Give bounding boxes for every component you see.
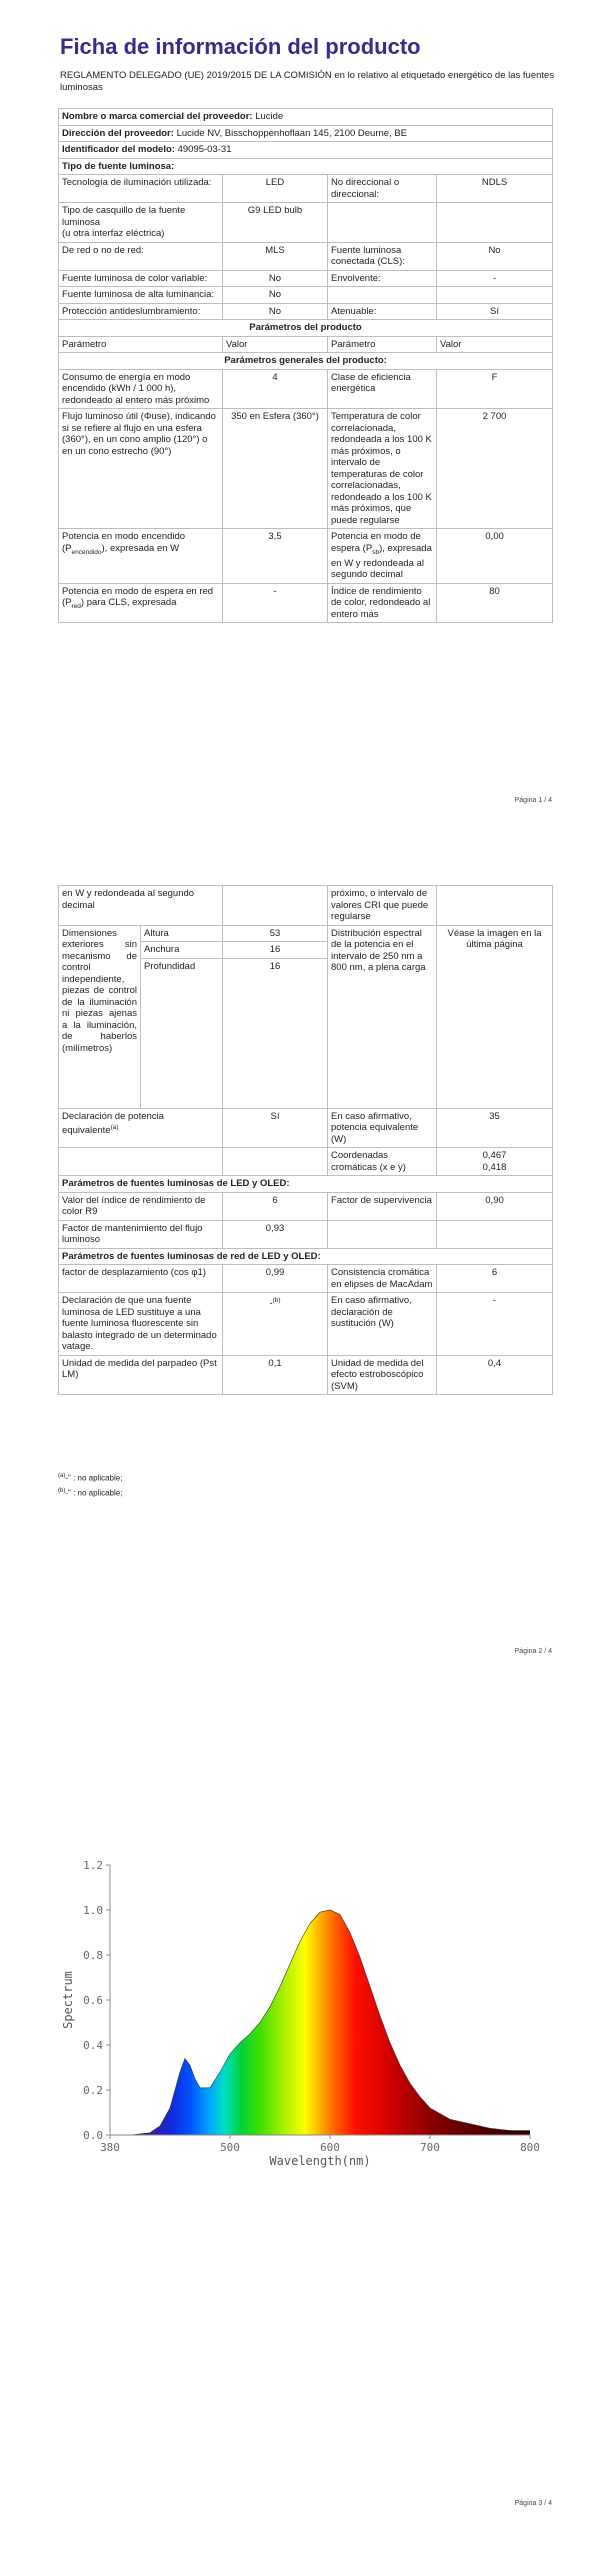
x-tick-label: 800 — [520, 2141, 540, 2154]
supplier-address-value: Lucide NV, Bisschoppenhoflaan 145, 2100 Deurne, BE — [176, 127, 408, 139]
empty-cell — [59, 1148, 223, 1176]
y-tick-label: 0.4 — [83, 2039, 103, 2052]
footnote-b — [58, 1485, 122, 1500]
dimmable-label: Atenuable: — [328, 303, 437, 320]
product-params-heading: Parámetros del producto — [59, 320, 553, 337]
y-axis-label: Spectrum — [61, 1971, 75, 2029]
footnotes — [58, 1470, 122, 1499]
efficiency-value: F — [437, 369, 553, 409]
depth-value: 16 — [223, 958, 328, 1108]
standby-label — [328, 529, 437, 584]
table-row — [59, 1108, 553, 1148]
fluorescent-value-text: - — [269, 1298, 273, 1310]
table-row — [59, 1192, 553, 1220]
x-tick-group — [100, 2135, 540, 2154]
tech-label: Tecnología de iluminación utilizada: — [59, 175, 223, 203]
cap-cell — [59, 203, 223, 243]
table-row — [59, 175, 553, 203]
y-tick-label: 0.8 — [83, 1949, 103, 1962]
product-info-table-page2 — [58, 885, 553, 1395]
cap-value: G9 LED bulb — [223, 203, 328, 243]
spectral-distribution-chart — [60, 1855, 550, 2185]
net-standby-label — [59, 583, 223, 623]
flicker-label: Unidad de medida del parpadeo (Pst LM) — [59, 1355, 223, 1395]
width-value: 16 — [223, 942, 328, 959]
envelope-label: Envolvente: — [328, 270, 437, 287]
dimmable-value: Sí — [437, 303, 553, 320]
consumption-label: Consumo de energía en modo encendido (kWh / 1 000 h), redondeado al entero más próximo — [59, 369, 223, 409]
net-standby-label-a: Potencia en modo de espera en red (P — [62, 585, 214, 609]
flux-label: Flujo luminoso útil (Φuse), indicando si se refiere al flujo en una esfera (360°), en un cono amplio (120°) o en un cono estrecho (90°) — [59, 409, 223, 529]
svm-value: 0,4 — [437, 1355, 553, 1395]
spd-value: Véase la imagen en la última página — [437, 925, 553, 1108]
supplier-name-row — [59, 109, 553, 126]
product-info-table-page1 — [58, 108, 553, 623]
y-tick-group — [83, 1859, 110, 2142]
dims-label: Dimensiones exteriores sin mecanismo de control independiente, piezas de control de la iluminación ni piezas ajenas a la iluminación, de haberlos (milímetros) — [59, 925, 141, 1108]
empty-cell — [437, 203, 553, 243]
maintenance-label: Factor de mantenimiento del flujo luminoso — [59, 1220, 223, 1248]
page-number: Página 1 / 4 — [514, 797, 552, 804]
footnote-a-sup: (a) — [58, 1473, 66, 1479]
macadam-value: 6 — [437, 1265, 553, 1293]
table-row — [59, 1148, 553, 1176]
net-standby-label-b: ) para CLS, expresada — [80, 597, 177, 609]
y-tick-label: 1.2 — [83, 1859, 103, 1872]
displacement-label: factor de desplazamiento (cos φ1) — [59, 1265, 223, 1293]
mains-led-heading-row — [59, 1248, 553, 1265]
power-on-sub: encendido — [71, 548, 102, 556]
chroma-values — [437, 1148, 553, 1176]
fluorescent-value-sup: (b) — [272, 1297, 281, 1304]
directional-label: No direccional o direccional: — [328, 175, 437, 203]
col-param-header: Parámetro — [328, 336, 437, 353]
table-row — [59, 409, 553, 529]
table-row — [59, 287, 553, 304]
led-heading-row — [59, 1176, 553, 1193]
chroma-x: 0,467 — [482, 1150, 507, 1161]
directional-value: NDLS — [437, 175, 553, 203]
cct-label: Temperatura de color correlacionada, redondeada a los 100 K más próximos, o intervalo de temperaturas de color correlacionadas, redondeado a los 100 K más próximos, que puede regularse — [328, 409, 437, 529]
width-label: Anchura — [141, 942, 223, 959]
fluorescent-label: Declaración de que una fuente luminosa de LED sustituye a una fuente luminosa fluorescente sin balasto integrado de un determinado vatage. — [59, 1293, 223, 1356]
table-row — [59, 1355, 553, 1395]
power-on-value: 3,5 — [223, 529, 328, 584]
empty-cell — [328, 1220, 437, 1248]
net-standby-value: - — [223, 583, 328, 623]
depth-label: Profundidad — [141, 958, 223, 1108]
flux-value: 350 en Esfera (360°) — [223, 409, 328, 529]
supplier-name-label: Nombre o marca comercial del proveedor: — [62, 111, 253, 122]
standby-sub: sb — [372, 548, 380, 556]
empty-cell — [328, 203, 437, 243]
page-number: Página 2 / 4 — [514, 1648, 552, 1655]
cls-value: No — [437, 242, 553, 270]
table-row — [59, 886, 553, 926]
table-row — [59, 369, 553, 409]
cri-label-cont: próximo, o intervalo de valores CRI que puede regularse — [328, 886, 437, 926]
mains-value: MLS — [223, 242, 328, 270]
source-type-heading-row — [59, 158, 553, 175]
spd-label: Distribución espectral de la potencia en el intervalo de 250 nm a 800 nm, a plena carga — [328, 925, 437, 1108]
y-tick-label: 1.0 — [83, 1904, 103, 1917]
fluorescent-power-value: - — [437, 1293, 553, 1356]
consumption-value: 4 — [223, 369, 328, 409]
efficiency-label: Clase de eficiencia energética — [328, 369, 437, 409]
footnote-b-text: -" : no aplicable; — [65, 1488, 123, 1498]
empty-cell — [437, 886, 553, 926]
table-row — [59, 1293, 553, 1356]
col-value-header: Valor — [437, 336, 553, 353]
x-tick-label: 380 — [100, 2141, 120, 2154]
product-params-heading-row — [59, 320, 553, 337]
y-tick-label: 0.0 — [83, 2129, 103, 2142]
table-row — [59, 270, 553, 287]
standby-label-b: ), expresada en W y redondeada al segundo decimal — [331, 542, 432, 581]
high-luminance-value: No — [223, 287, 328, 304]
net-standby-label-cont: en W y redondeada al segundo decimal — [59, 886, 223, 926]
chroma-label: Coordenadas cromáticas (x e y) — [328, 1148, 437, 1176]
survival-value: 0,90 — [437, 1192, 553, 1220]
table-row — [59, 925, 553, 942]
footnote-a — [58, 1470, 122, 1485]
supplier-address-row — [59, 125, 553, 142]
model-id-label: Identificador del modelo: — [62, 144, 175, 155]
x-tick-label: 700 — [420, 2141, 440, 2154]
general-params-heading-row — [59, 353, 553, 370]
svm-label: Unidad de medida del efecto estroboscópico (SVM) — [328, 1355, 437, 1395]
power-on-label — [59, 529, 223, 584]
led-params-heading: Parámetros de fuentes luminosas de LED y OLED: — [59, 1176, 553, 1193]
empty-cell — [223, 1148, 328, 1176]
tech-value: LED — [223, 175, 328, 203]
r9-value: 6 — [223, 1192, 328, 1220]
mains-label: De red o no de red: — [59, 242, 223, 270]
height-value: 53 — [223, 925, 328, 942]
regulation-text: REGLAMENTO DELEGADO (UE) 2019/2015 DE LA COMISIÓN en lo relativo al etiquetado energético de las fuentes luminosas — [60, 70, 555, 93]
chroma-y: 0,418 — [482, 1161, 507, 1173]
page-number: Página 3 / 4 — [514, 2500, 552, 2507]
x-axis-label: Wavelength(nm) — [269, 2154, 371, 2168]
standby-label-a: Potencia en modo de espera (P — [331, 531, 421, 554]
table-row — [59, 1265, 553, 1293]
empty-cell — [223, 886, 328, 926]
empty-cell — [328, 287, 437, 304]
displacement-value: 0,99 — [223, 1265, 328, 1293]
model-id-row — [59, 142, 553, 159]
col-param-header: Parámetro — [59, 336, 223, 353]
cct-value: 2 700 — [437, 409, 553, 529]
colour-tunable-value: No — [223, 270, 328, 287]
table-row — [59, 203, 553, 243]
antiglare-label: Protección antideslumbramiento: — [59, 303, 223, 320]
equiv-label-text: Declaración de potencia equivalente — [62, 1110, 164, 1137]
spectrum-area — [110, 1865, 530, 2135]
column-header-row — [59, 336, 553, 353]
x-tick-label: 600 — [320, 2141, 340, 2154]
cls-label: Fuente luminosa conectada (CLS): — [328, 242, 437, 270]
standby-value: 0,00 — [437, 529, 553, 584]
supplier-name-value: Lucide — [255, 111, 284, 122]
equiv-value: Sí — [223, 1108, 328, 1148]
fluorescent-power-label: En caso afirmativo, declaración de sustitución (W) — [328, 1293, 437, 1356]
equiv-power-label: En caso afirmativo, potencia equivalente (W) — [328, 1108, 437, 1148]
net-standby-sub: red — [71, 603, 81, 611]
table-row — [59, 242, 553, 270]
page-title: Ficha de información del producto — [60, 34, 421, 59]
macadam-label: Consistencia cromática en elipses de MacAdam — [328, 1265, 437, 1293]
height-label: Altura — [141, 925, 223, 942]
y-tick-label: 0.6 — [83, 1994, 103, 2007]
model-id-value: 49095-03-31 — [177, 144, 232, 155]
envelope-value: - — [437, 270, 553, 287]
cap-label: Tipo de casquillo de la fuente luminosa — [62, 205, 186, 228]
maintenance-value: 0,93 — [223, 1220, 328, 1248]
general-params-heading: Parámetros generales del producto: — [59, 353, 553, 370]
table-row — [59, 529, 553, 584]
r9-label: Valor del índice de rendimiento de color R9 — [59, 1192, 223, 1220]
table-row — [59, 303, 553, 320]
high-luminance-label: Fuente luminosa de alta luminancia: — [59, 287, 223, 304]
equiv-power-value: 35 — [437, 1108, 553, 1148]
cap-extra: (u otra interfaz eléctrica) — [62, 228, 165, 239]
empty-cell — [437, 287, 553, 304]
mains-led-params-heading: Parámetros de fuentes luminosas de red de LED y OLED: — [59, 1248, 553, 1265]
y-tick-label: 0.2 — [83, 2084, 103, 2097]
source-type-heading: Tipo de fuente luminosa: — [59, 158, 553, 175]
footnote-b-sup: (b) — [58, 1487, 66, 1494]
col-value-header: Valor — [223, 336, 328, 353]
equiv-label — [59, 1108, 223, 1148]
antiglare-value: No — [223, 303, 328, 320]
supplier-address-label: Dirección del proveedor: — [62, 127, 174, 139]
power-on-label-b: ), expresada en W — [101, 542, 180, 554]
flicker-value: 0,1 — [223, 1355, 328, 1395]
cri-value: 80 — [437, 583, 553, 623]
equiv-sup: (a) — [110, 1124, 119, 1131]
survival-label: Factor de supervivencia — [328, 1192, 437, 1220]
colour-tunable-label: Fuente luminosa de color variable: — [59, 270, 223, 287]
footnote-a-text: -" : no aplicable; — [65, 1473, 123, 1483]
power-on-label-a: Potencia en modo encendido (P — [62, 531, 186, 554]
table-row — [59, 583, 553, 623]
cri-label: Índice de rendimiento de color, redondeado al entero más — [328, 583, 437, 623]
table-row — [59, 1220, 553, 1248]
x-tick-label: 500 — [220, 2141, 240, 2154]
empty-cell — [437, 1220, 553, 1248]
fluorescent-value — [223, 1293, 328, 1356]
